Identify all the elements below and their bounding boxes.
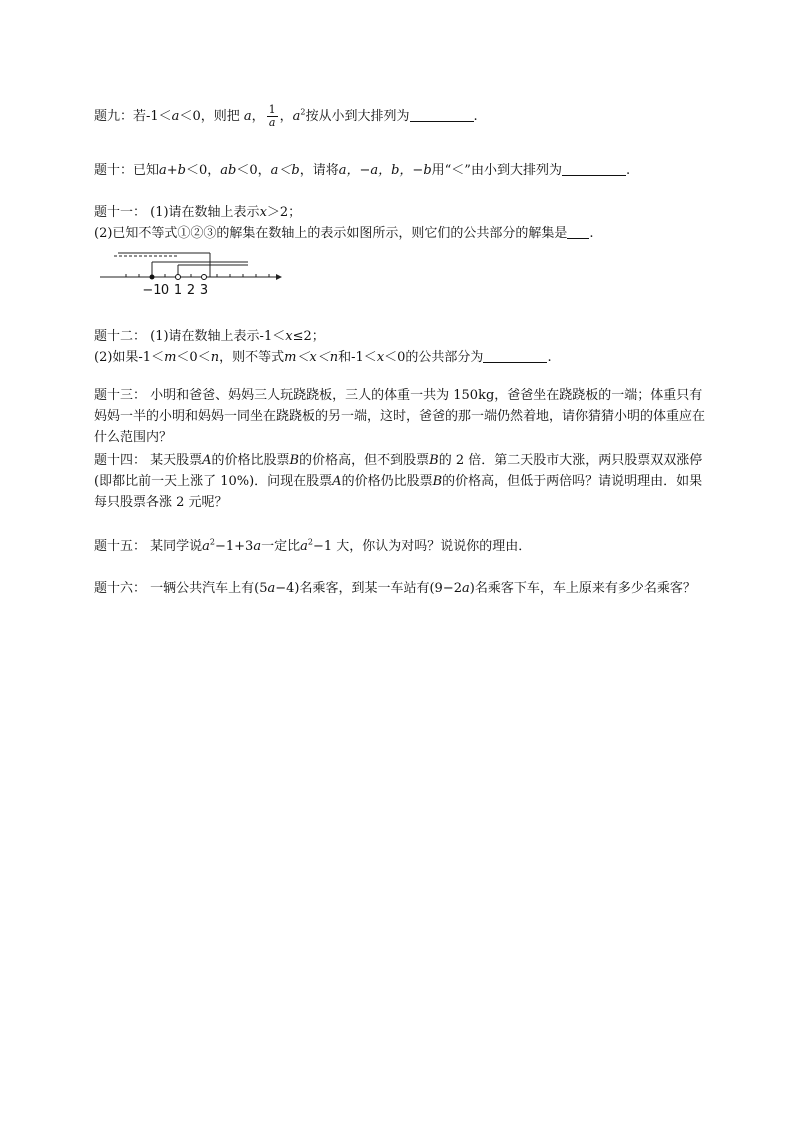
filled-point — [150, 275, 155, 280]
answer-blank[interactable] — [410, 107, 474, 122]
axis-tick-label: 3 — [199, 283, 209, 298]
question-16: 题十六： 一辆公共汽车上有(5a−4)名乘客，到某一车站有(9−2a)名乘客下车，车上原来有多少名乘客？ — [94, 581, 696, 596]
number-line-figure — [98, 248, 288, 300]
answer-blank[interactable] — [567, 224, 589, 239]
question-15: 题十五： 某同学说$a^2-1+3a$一定比$a^2-1$ 大，你认为对吗？说说你的理由． — [94, 537, 532, 554]
open-point — [176, 275, 181, 280]
axis-tick-labels — [142, 283, 208, 298]
answer-blank[interactable] — [483, 348, 547, 363]
question-9: 题九：若-1＜a＜0，则把 a， $\frac{1}{a}$ ，$a^2$按从小到大排列为 . — [94, 103, 478, 129]
axis-tick-label: 1 — [173, 283, 183, 298]
question-13: 题十三： 小明和爸爸、妈妈三人玩跷跷板，三人的体重一共为 150kg，爸爸坐在跷跷板的一端；体重只有妈妈一半的小明和妈妈一同坐在跷跷板的另一端，这时，爸爸的那一端仍然着地，请你猜猜小明的体重应在什么范围内？ — [94, 388, 706, 445]
fraction-one-over-a: $\frac{1}{a}$ — [268, 103, 276, 129]
question-14: 题十四： 某天股票A的价格比股票B的价格高，但不到股票B的 2 倍．第二天股市大涨，两只股票双双涨停(即都比前一天上涨了 10%)．问现在股票A的价格仍比股票B的价格高，但低于两倍吗？请说明理由．如果每只股票各涨 2 元呢？ — [94, 453, 703, 510]
axis-tick-label: −1 — [142, 283, 162, 298]
solution-set-lines — [114, 253, 248, 277]
axis-arrow — [276, 274, 282, 280]
question-11: 题十一： (1)请在数轴上表示x＞2； (2)已知不等式①②③的解集在数轴上的表示如图所示，则它们的公共部分的解集是 . — [94, 205, 594, 241]
question-12: 题十二： (1)请在数轴上表示-1＜x≤2； (2)如果-1＜m＜0＜n，则不等式m＜x＜n和-1＜x＜0的公共部分为 . — [94, 329, 552, 365]
axis-tick-label: 0 — [160, 283, 170, 298]
open-point — [202, 275, 207, 280]
question-10: 题十：已知a+b＜0，ab＜0，a＜b，请将a，−a，b，−b用“＜”由小到大排列为 . — [94, 163, 631, 178]
axis-tick-label: 2 — [186, 283, 196, 298]
answer-blank[interactable] — [562, 161, 626, 176]
